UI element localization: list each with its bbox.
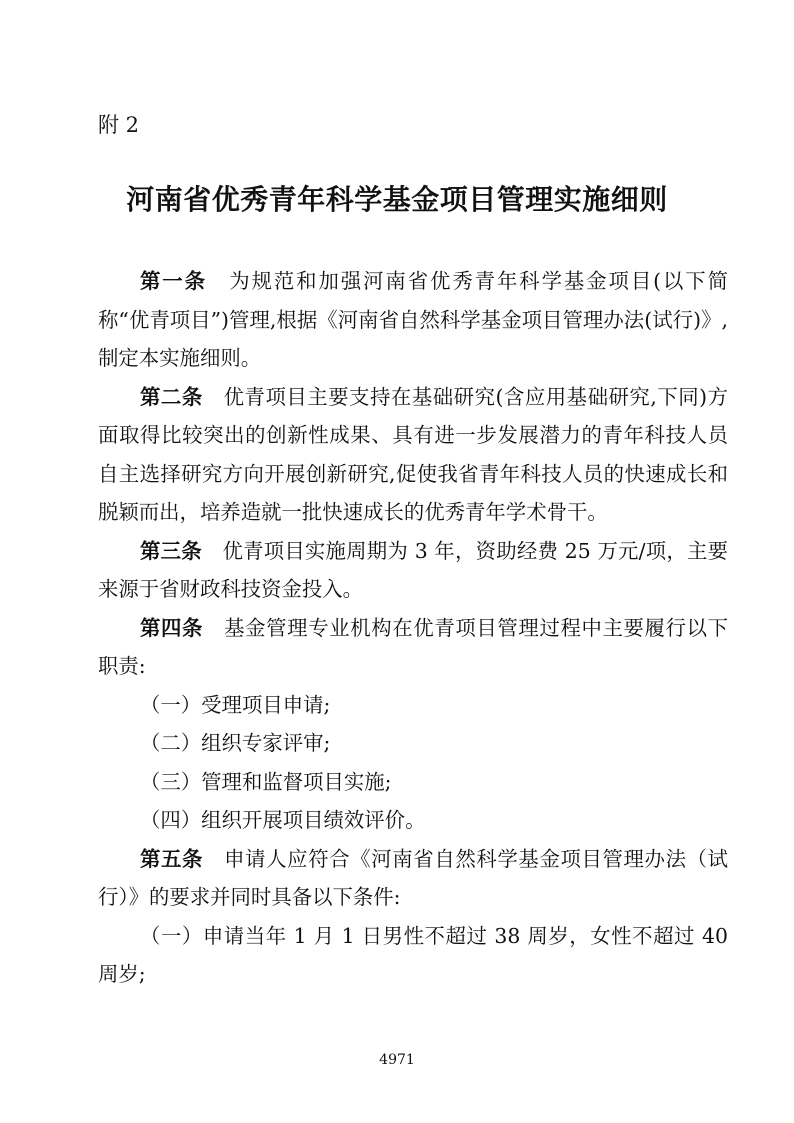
list-item: （一）申请当年 1 月 1 日男性不超过 38 周岁，女性不超过 40 周岁; (98, 923, 728, 986)
article-text: 优青项目主要支持在基础研究(含应用基础研究,下同)方面取得比较突出的创新性成果、具有进一步发展潜力的青年科技人员自主选择研究方向开展创新研究,促使我省青年科技人员的快速成长和脱颖而出，培养造就一批快速成长的优秀青年学术骨干。 (98, 384, 729, 524)
list-item: （四）组织开展项目绩效评价。 (140, 808, 426, 832)
list-item: （一）受理项目申请; (140, 692, 331, 717)
article-label: 第一条 (140, 269, 207, 293)
list-item: （三）管理和监督项目实施; (140, 769, 392, 794)
article-4 (98, 609, 728, 686)
article-label: 第五条 (140, 846, 204, 871)
document-title: 河南省优秀青年科学基金项目管理实施细则 (126, 183, 668, 216)
article-5 (98, 840, 728, 917)
article-text: 基金管理专业机构在优青项目管理过程中主要履行以下职责: (98, 615, 729, 678)
article-text: 申请人应符合《河南省自然科学基金项目管理办法（试行）》的要求并同时具备以下条件: (98, 846, 729, 909)
document-body (98, 262, 728, 994)
list-item: （二）组织专家评审; (140, 731, 331, 755)
article-text: 优青项目实施周期为 3 年，资助经费 25 万元/项，主要来源于省财政科技资金投入。 (98, 538, 729, 601)
page-number: 4971 (379, 1052, 415, 1068)
article-label: 第二条 (140, 384, 203, 409)
article-1 (98, 262, 728, 378)
article-2 (98, 378, 728, 532)
attachment-label: 附 2 (98, 113, 140, 137)
article-text: 为规范和加强河南省优秀青年科学基金项目(以下简称“优青项目”)管理,根据《河南省自然科学基金项目管理办法(试行)》,制定本实施细则。 (98, 269, 729, 370)
article-3 (98, 532, 728, 609)
article-label: 第四条 (140, 615, 204, 640)
article-label: 第三条 (140, 538, 202, 563)
